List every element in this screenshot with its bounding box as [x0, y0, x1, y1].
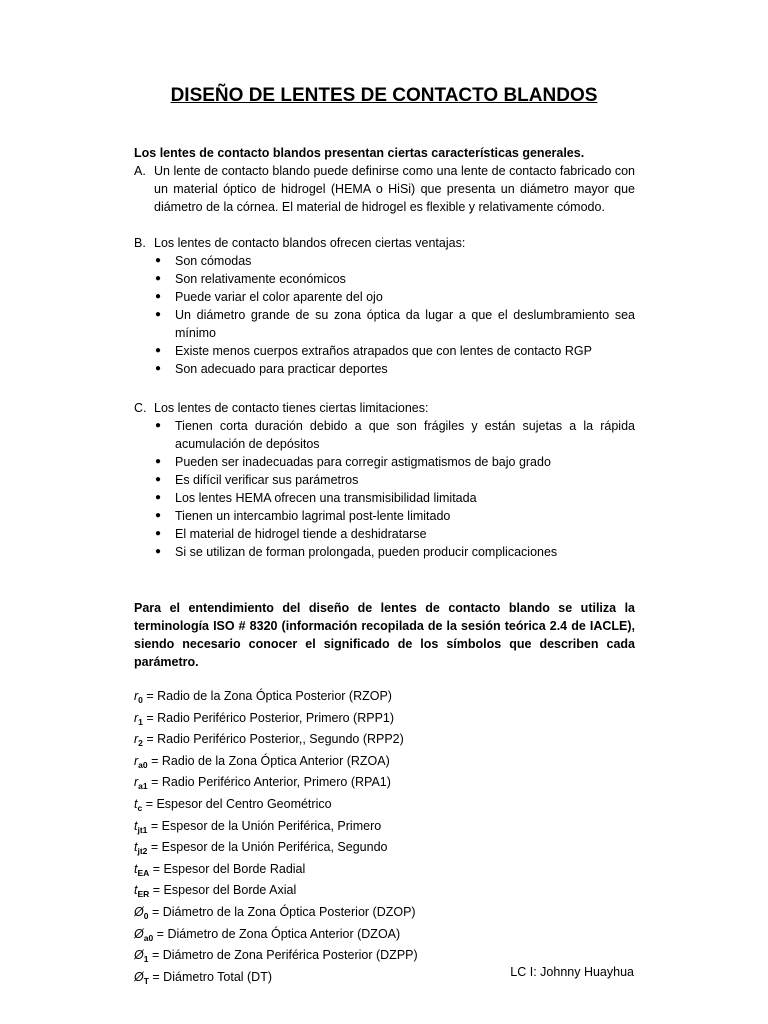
symbol-row: $r_0$ = Radio de la Zona Óptica Posterior (RZOP): [134, 689, 392, 705]
list-item: ● Puede variar el color aparente del ojo: [155, 290, 383, 304]
symbol-row: $r_{a0}$ = Radio de la Zona Óptica Anterior (RZOA): [134, 753, 390, 770]
bullet-icon: ●: [155, 273, 162, 284]
bullet-icon: ●: [155, 546, 162, 557]
symbol-row: $r_{a1}$ = Radio Periférico Anterior, Primero (RPA1): [134, 775, 391, 792]
symbol-row: $Ø_1$ = Diámetro de Zona Periférica Posterior (DZPP): [134, 948, 418, 965]
section-b-letter: B.: [134, 236, 146, 250]
section-c: [134, 399, 635, 561]
list-item: ● Pueden ser inadecuadas para corregir astigmatismos de bajo grado: [155, 455, 551, 469]
section-c-text: Los lentes de contacto tienes ciertas limitaciones:: [154, 401, 429, 415]
symbol-row: $Ø_{a0}$ = Diámetro de Zona Óptica Anterior (DZOA): [134, 926, 401, 943]
list-item: ● Son cómodas: [155, 254, 252, 268]
section-c-letter: C.: [134, 401, 147, 415]
list-item: ● Tienen un intercambio lagrimal post-lente limitado: [155, 509, 451, 523]
bullet-icon: ●: [155, 474, 162, 485]
bullet-icon: ●: [155, 345, 162, 356]
author-footer: LC I: Johnny Huayhua: [510, 965, 634, 979]
section-a-letter: A.: [134, 164, 146, 178]
bullet-icon: ●: [155, 291, 162, 302]
bullet-icon: ●: [155, 420, 162, 431]
section-b: [134, 234, 635, 378]
symbol-row: $Ø_T$ = Diámetro Total (DT): [134, 969, 273, 986]
section-a-text: Un lente de contacto blando puede definirse como una lente de contacto fabricado con un material óptico de hidrogel (HEMA o HiSi) que presenta un diámetro mayor que diámetro de la córnea. El material de hidrogel es flexible y relativamente cómodo.: [154, 164, 635, 214]
symbol-row: $t_{jt2}$ = Espesor de la Unión Periférica, Segundo: [134, 840, 388, 857]
page-title: DISEÑO DE LENTES DE CONTACTO BLANDOS: [170, 85, 598, 106]
list-item: ● Los lentes HEMA ofrecen una transmisibilidad limitada: [155, 491, 477, 505]
list-item: ● Si se utilizan de forman prolongada, pueden producir complicaciones: [155, 545, 558, 559]
bullet-icon: ●: [155, 309, 162, 320]
advantages-list: [134, 252, 635, 378]
symbol-row: $t_{ER}$ = Espesor del Borde Axial: [134, 883, 297, 900]
symbol-row: $Ø_0$ = Diámetro de la Zona Óptica Posterior (DZOP): [134, 904, 416, 921]
section-a: [134, 162, 635, 216]
list-item: ● El material de hidrogel tiende a deshidratarse: [155, 527, 427, 541]
bullet-icon: ●: [155, 492, 162, 503]
list-item: ● Un diámetro grande de su zona óptica da lugar a que el deslumbramiento sea mínimo: [155, 308, 635, 340]
symbol-list: [134, 688, 418, 990]
bullet-icon: ●: [155, 255, 162, 266]
bullet-icon: ●: [155, 528, 162, 539]
bullet-icon: ●: [155, 510, 162, 521]
section-b-text: Los lentes de contacto blandos ofrecen ciertas ventajas:: [154, 236, 466, 250]
terminology-paragraph: Para el entendimiento del diseño de lentes de contacto blando se utiliza la terminología ISO # 8320 (información recopilada de la sesión teórica 2.4 de IACLE), siendo necesario conocer el significado de los símbolos que describen cada parámetro.: [134, 601, 635, 669]
symbol-row: $t_{EA}$ = Espesor del Borde Radial: [134, 861, 306, 878]
bullet-icon: ●: [155, 363, 162, 374]
limitations-list: [134, 417, 635, 561]
symbol-row: $r_2$ = Radio Periférico Posterior,, Segundo (RPP2): [134, 732, 404, 749]
list-item: ● Son relativamente económicos: [155, 272, 346, 286]
list-item: ● Tienen corta duración debido a que son frágiles y están sujetas a la rápida acumulación de depósitos: [155, 419, 635, 451]
list-item: ● Son adecuado para practicar deportes: [155, 362, 388, 376]
symbol-row: $t_{jt1}$ = Espesor de la Unión Periférica, Primero: [134, 818, 382, 835]
symbol-row: $t_c$ = Espesor del Centro Geométrico: [134, 796, 332, 813]
list-item: ● Es difícil verificar sus parámetros: [155, 473, 359, 487]
symbol-row: $r_1$ = Radio Periférico Posterior, Primero (RPP1): [134, 710, 395, 727]
bullet-icon: ●: [155, 456, 162, 467]
intro-heading: Los lentes de contacto blandos presentan ciertas características generales.: [134, 146, 585, 160]
list-item: ● Existe menos cuerpos extraños atrapados que con lentes de contacto RGP: [155, 344, 592, 358]
